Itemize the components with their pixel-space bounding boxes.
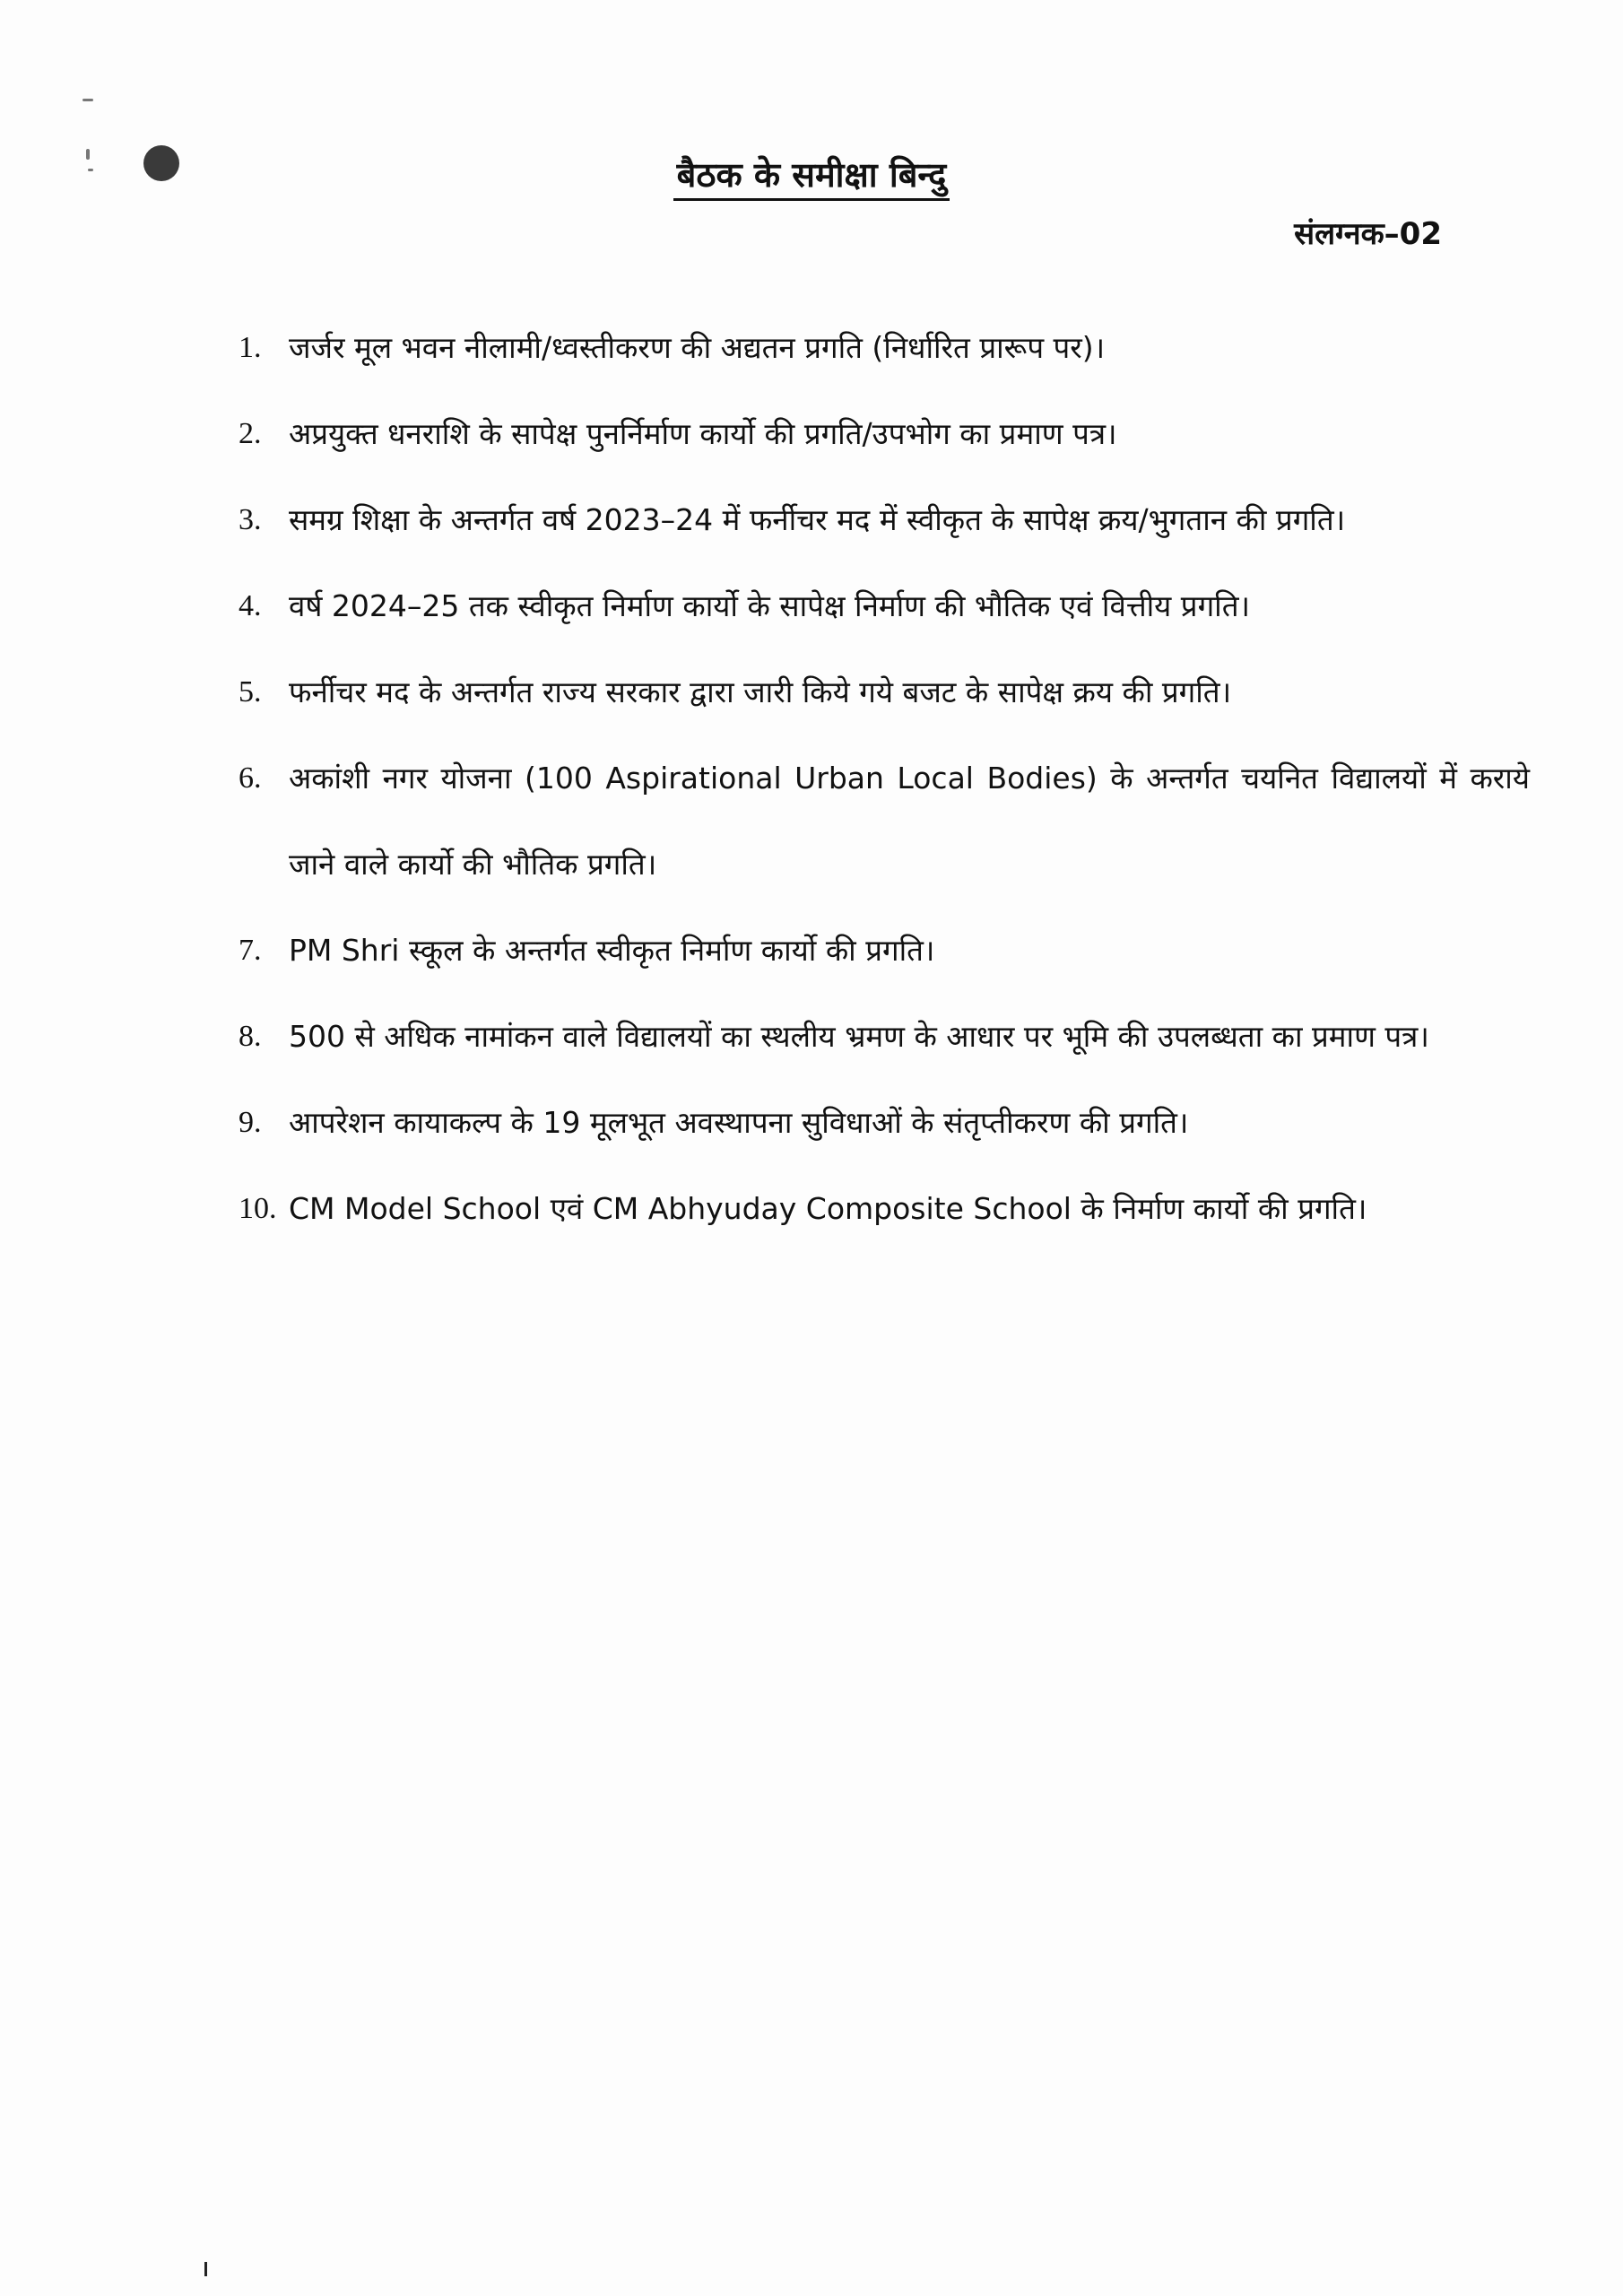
- list-item: [239, 649, 1530, 735]
- item-number: 9.: [239, 1106, 262, 1139]
- item-text: वर्ष 2024–25 तक स्वीकृत निर्माण कार्यो के सापेक्ष निर्माण की भौतिक एवं वित्तीय प्रगति।: [289, 588, 1251, 623]
- list-item: [239, 477, 1530, 563]
- item-number: 6.: [239, 761, 262, 795]
- list-item: [239, 391, 1530, 477]
- list-item: [239, 735, 1530, 908]
- item-text: फर्नीचर मद के अन्तर्गत राज्य सरकार द्वारा जारी किये गये बजट के सापेक्ष क्रय की प्रगति।: [289, 674, 1232, 709]
- list-item: [239, 305, 1530, 391]
- item-text: 500 से अधिक नामांकन वाले विद्यालयों का स्थलीय भ्रमण के आधार पर भूमि की उपलब्धता का प्रमाण पत्र।: [289, 1019, 1429, 1054]
- item-text: जर्जर मूल भवन नीलामी/ध्वस्तीकरण की अद्यतन प्रगति (निर्धारित प्रारूप पर)।: [289, 330, 1106, 365]
- list-item: [239, 1166, 1530, 1252]
- item-number: 4.: [239, 589, 262, 622]
- item-text: अकांशी नगर योजना (100 Aspirational Urban Local Bodies) के अन्तर्गत चयनित विद्यालयों में कराये जाने वाले कार्यो की भौतिक प्रगति।: [289, 761, 1530, 882]
- scan-edge-mark: [204, 2262, 207, 2276]
- item-number: 1.: [239, 331, 262, 364]
- item-number: 3.: [239, 503, 262, 536]
- annexure-label: संलग्नक–02: [1294, 216, 1442, 252]
- item-text: CM Model School एवं CM Abhyuday Composite School के निर्माण कार्यो की प्रगति।: [289, 1191, 1367, 1226]
- item-number: 10.: [239, 1192, 277, 1225]
- item-text: PM Shri स्कूल के अन्तर्गत स्वीकृत निर्माण कार्यो की प्रगति।: [289, 933, 935, 968]
- item-text: आपरेशन कायाकल्प के 19 मूलभूत अवस्थापना सुविधाओं के संतृप्तीकरण की प्रगति।: [289, 1105, 1189, 1140]
- document-title: [0, 151, 1623, 197]
- item-number: 2.: [239, 417, 262, 450]
- item-number: 5.: [239, 675, 262, 709]
- list-item: [239, 1080, 1530, 1166]
- item-text: समग्र शिक्षा के अन्तर्गत वर्ष 2023–24 में फर्नीचर मद में स्वीकृत के सापेक्ष क्रय/भुगतान की प्रगति।: [289, 502, 1346, 537]
- item-number: 7.: [239, 934, 262, 967]
- list-item: [239, 994, 1530, 1080]
- item-number: 8.: [239, 1020, 262, 1053]
- list-item: [239, 908, 1530, 994]
- scan-speck: [82, 99, 93, 101]
- item-text: अप्रयुक्त धनराशि के सापेक्ष पुनर्निर्माण कार्यो की प्रगति/उपभोग का प्रमाण पत्र।: [289, 416, 1117, 451]
- document-title-text: बैठक के समीक्षा बिन्दु: [673, 155, 950, 201]
- review-points-list: [239, 305, 1530, 1252]
- list-item: [239, 563, 1530, 649]
